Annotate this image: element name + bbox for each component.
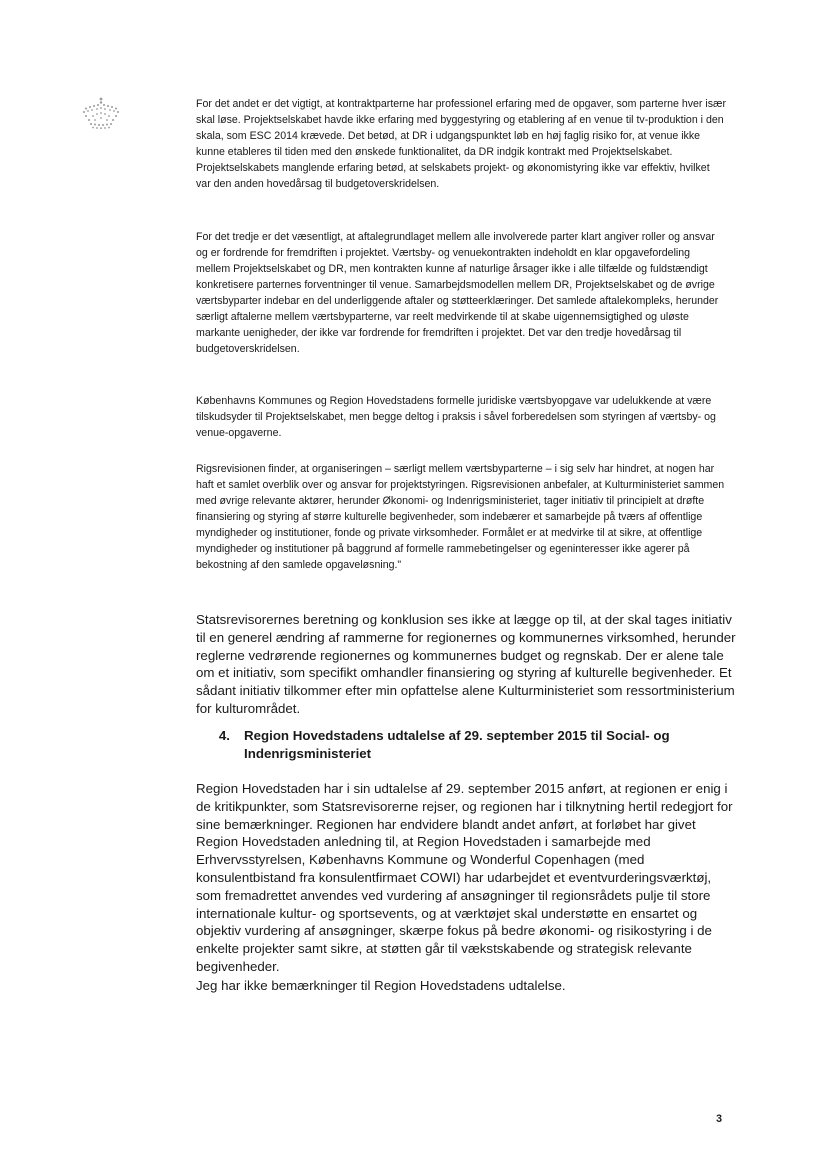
page-number: 3 — [716, 1113, 722, 1125]
section-title: Region Hovedstadens udtalelse af 29. september 2015 til Social- og Indenrigsministeriet — [244, 728, 670, 761]
quote-paragraph-4: Rigsrevisionen finder, at organiseringen – særligt mellem værtsbyparterne – i sig selv har hindret, at nogen har haft et samlet overblik over og ansvar for projektstyringen. Rigsrevisionen anbefaler, at Kulturministeriet sammen med øvrige relevante aktører, herunder Økonomi- og Indenrigsministeriet, tager initiativ til principielt at drøfte finansiering og styring af større kulturelle begivenheder, som indebærer et samarbejde på tværs af offentlige myndigheder og institutioner, fonde og private virksomheder. Formålet er at medvirke til at sikre, at offentlige myndigheder og institutioner på baggrund af formelle rammebetingelser og egeninteresser ikke agerer på bekostning af den samlede opgaveløsning." — [196, 463, 725, 571]
body-paragraph-2: Region Hovedstaden har i sin udtalelse af 29. september 2015 anført, at regionen er enig i de kritikpunkter, som Statsrevisorerne rejser, og regionen har i tilknytning hertil redegjort for sine bemærkninger. Regionen har endvidere blandt andet anført, at forløbet har givet Region Hovedstaden anledning til, at Region Hovedstaden i samarbejde med Erhvervsstyrelsen, Københavns Kommune og Wonderful Copenhagen (med konsulentbistand fra konsulentfirmaet COWI) har udarbejdet et eventvurderingsværktøj, som fremadrettet anvendes ved vurdering af ansøgninger til regionsrådets pulje til store internationale kultur- og sportsevents, og at værktøjet skal understøtte en ensartet og objektiv vurdering af ansøgninger, skærpe fokus på bedre økonomi- og risikostyring i de enkelte projekter samt sikre, at støtten går til vækstskabende og strategisk relevante begivenheder. — [196, 781, 733, 974]
quote-paragraph-1: For det andet er det vigtigt, at kontraktparterne har professionel erfaring med de opgaver, som parterne hver især skal løse. Projektselskabet havde ikke erfaring med byggestyring og etablering af en venue til tv-produktion i den skala, som ESC 2014 krævede. Det betød, at DR i udgangspunktet løb en høj faglig risiko for, at venue ikke kunne etableres til tiden med den ønskede funktionalitet, da DR indgik kontrakt med Projektselskabet. Projektselskabets manglende erfaring betød, at selskabets projekt- og økonomistyring ikke var effektiv, hvilket var den anden hovedårsag til budgetoverskridelsen. — [196, 98, 726, 190]
section-number: 4. — [218, 728, 230, 743]
body-paragraph-1: Statsrevisorernes beretning og konklusion ses ikke at lægge op til, at der skal tages initiativ til en generel ændring af rammerne for regionernes og kommunernes virksomhed, herunder reglerne vedrørende regionernes og kommunernes budget og regnskab. Der er alene tale om et initiativ, som specifikt omhandler finansiering og styring af kulturelle begivenheder. Et sådant initiativ tilkommer efter min opfattelse alene Kulturministeriet som ressortministerium for kulturområdet. — [196, 612, 736, 716]
quote-paragraph-2: For det tredje er det væsentligt, at aftalegrundlaget mellem alle involverede parter klart angiver roller og ansvar og er fordrende for fremdriften i projektet. Værtsby- og venuekontrakten indeholdt en klar opgavefordeling mellem Projektselskabet og DR, men kontrakten kunne af naturlige årsager ikke i alle tilfælde og fuldstændigt konkretisere parternes forventninger til venue. Samarbejdsmodellen mellem DR, Projektselskabet og de øvrige værtsbyparter indebar en del underliggende aftaler og støtteerklæringer. Det samlede aftalekompleks, herunder særligt aftalerne mellem værtsbyparterne, var reelt medvirkende til at skabe uigennemsigtighed og uløste markante uenigheder, der ikke var fordrende for fremdriften i projektet. Det var den tredje hovedårsag til budgetoverskridelsen. — [196, 231, 719, 355]
body-paragraph-3: Jeg har ikke bemærkninger til Region Hovedstadens udtalelse. — [196, 978, 566, 993]
royal-crown-icon — [80, 96, 122, 130]
quote-paragraph-3: Københavns Kommunes og Region Hovedstadens formelle juridiske værtsbyopgave var udelukkende at være tilskudsyder til Projektselskabet, men begge deltog i praksis i såvel forberedelsen som styringen af værtsby- og venue-opgaverne. — [196, 395, 716, 439]
section-heading — [196, 727, 736, 763]
